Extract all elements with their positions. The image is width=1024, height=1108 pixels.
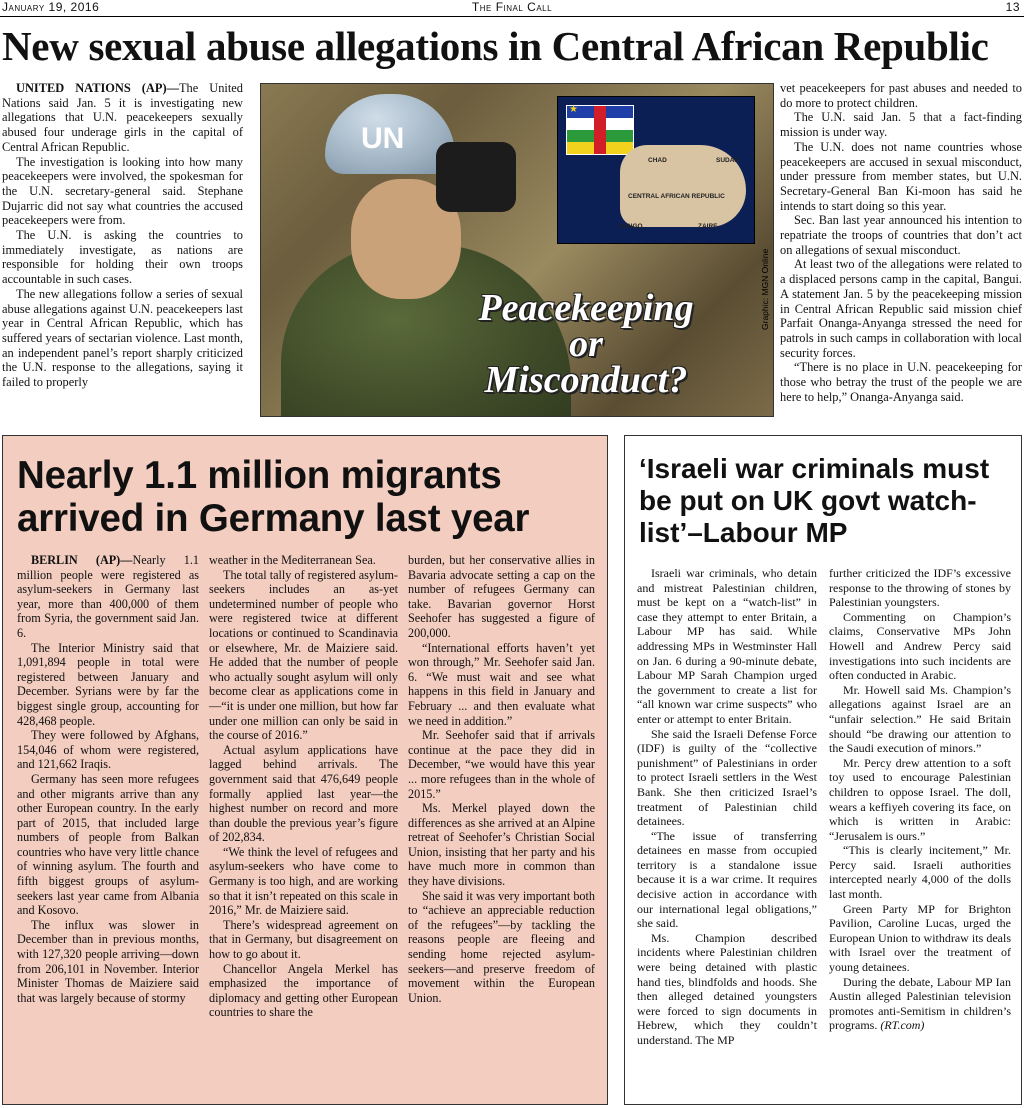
lead-column-2 xyxy=(780,81,1022,404)
map-label-congo: CONGO xyxy=(618,223,643,230)
lead-paragraph: The U.N. said Jan. 5 that a fact-finding mission is under way. xyxy=(780,110,1022,140)
lead-paragraph: The U.N. is asking the countries to immediately investigate, as nations are responsible for holding their own troops accountable in such cases. xyxy=(2,228,243,287)
germany-paragraph: The Interior Ministry said that 1,091,894 people in total were registered between January and December. Syrians were by far the biggest single group, accounting for 428,468 people. xyxy=(17,640,199,728)
germany-paragraph: Chancellor Angela Merkel has emphasized the importance of diplomacy and getting other European countries to share the xyxy=(209,961,398,1020)
israel-paragraph: “The issue of transferring detainees en masse from occupied territory is a standalone issue because it is a war crime. It requires decisive action in accordance with our international legal obligations,” she said. xyxy=(637,828,817,931)
israel-paragraph: She said the Israeli Defense Force (IDF) is guilty of the “collective punishment” of Palestinians in order to protect Israeli settlers in the West Bank. She then criticized Israel’s treatment of Palestinian child detainees. xyxy=(637,726,817,829)
germany-dateline: BERLIN (AP)— xyxy=(31,553,133,567)
lead-dateline: UNITED NATIONS (AP)— xyxy=(16,81,179,95)
israel-column-2 xyxy=(829,566,1011,1033)
germany-paragraph: weather in the Mediterranean Sea. xyxy=(209,553,376,567)
lead-paragraph: The investigation is looking into how many peacekeepers were involved, the spokesman for the U.N. secretary-general said. Stephane Dujarric did not say what countries the accused peacekeepers were from. xyxy=(2,154,243,228)
binoculars-icon xyxy=(436,142,516,212)
germany-paragraph: The total tally of registered asylum-seekers includes an as-yet undetermined number of people who were registered twice at different locations or continued to Scandinavia or elsewhere, Mr. de Maiziere said. He added that the number of people who actually sought asylum will only become clear as applications come in—“it is under one million, but how far under one million can only be said in the course of 2016.” xyxy=(209,567,398,743)
israel-paragraph: Ms. Champion described incidents where Palestinian children were being detained with plastic hand ties, blindfolds and hoods. She then alleged detained youngsters were forced to sign documents in Hebrew, which they couldn’t understand. The MP xyxy=(637,930,817,1047)
map-label-sudan: SUDAN xyxy=(716,157,740,164)
israel-column-1 xyxy=(637,566,817,1048)
israel-paragraph: Israeli war criminals, who detain and mistreat Palestinian children, must be kept on a “watch-list” in case they attempt to enter Britain, a Labour MP has said. While addressing MPs in Westminster Hall on Jan. 6 during a 90-minute debate, Labour MP Sarah Champion urged the government to create a list for “all known war crime suspects” who enter or attempt to enter Britain. xyxy=(637,566,817,726)
germany-column-3 xyxy=(408,553,595,1005)
lead-column-1 xyxy=(2,81,243,390)
issue-date: January 19, 2016 xyxy=(2,0,100,14)
germany-paragraph: Ms. Merkel played down the differences as she arrived at an Alpine retreat of Seehofer’s Christian Social Union, insisting that her party and his have much more in common than they have divisions. xyxy=(408,801,595,889)
paper-name: The Final Call xyxy=(471,0,553,14)
israel-headline: ‘Israeli war criminals must be put on UK govt watch-list’–Labour MP xyxy=(639,453,990,548)
israel-paragraph: Mr. Percy drew attention to a soft toy used to encourage Palestinian children to oppose Israel. The doll, wears a keffiyeh covering its face, on which is written in Arabic: “Jerusalem is ours.” xyxy=(829,755,1011,843)
page-number: 13 xyxy=(1005,0,1020,14)
germany-paragraph: BERLIN (AP)—Nearly 1.1 million people were registered as asylum-seekers in Germany last year, more than 400,000 of them from Syria, the government said Jan. 6. xyxy=(17,553,199,640)
germany-paragraph: They were followed by Afghans, 154,046 of whom were registered, and 121,662 Iraqis. xyxy=(17,728,199,772)
peacekeeping-graphic xyxy=(260,83,774,417)
germany-paragraph: The influx was slower in December than in previous months, with 127,320 people arriving—down from 206,101 in November. Interior Minister Thomas de Maiziere said that was largely because of stormy xyxy=(17,917,199,1005)
map-label-chad: CHAD xyxy=(648,157,667,164)
lead-paragraph: Sec. Ban last year announced his intention to repatriate the troops of countries that don’t act on allegations of sexual misconduct. xyxy=(780,213,1022,257)
map-label-zaire: ZAIRE xyxy=(698,223,718,230)
car-flag-icon: ★ xyxy=(566,105,634,155)
graphic-credit: Graphic: MGN Online xyxy=(760,248,770,330)
israel-paragraph: Mr. Howell said Ms. Champion’s allegations against Israel are an “unfair selection.” He said Britain should “be drawing our attention to the Saudi execution of minors.” xyxy=(829,682,1011,756)
germany-paragraph: Germany has seen more refugees and other migrants arrive than any other European country. In the early part of 2015, that included large numbers of people from Balkan countries who have very little chance of winning asylum. The fourth and fifth biggest groups of asylum-seekers last year came from Albania and Kosovo. xyxy=(17,771,199,918)
germany-column-2 xyxy=(209,553,398,1020)
lead-paragraph: “There is no place in U.N. peacekeeping for those who betray the trust of the people we are here to help,” Onanga-Anyanga said. xyxy=(780,360,1022,404)
israel-paragraph: Commenting on Champion’s claims, Conservative MPs John Howell and Andrew Percy said investigations into such incidents are often conducted in Arabic. xyxy=(829,609,1011,683)
lead-paragraph: At least two of the allegations were related to a displaced persons camp in the capital, Bangui. A statement Jan. 5 by the peacekeeping mission in Central African Republic said mission chief Parfait Onanga-Anyanga stressed the need for patrols in such camps in collaboration with local security forces. xyxy=(780,257,1022,360)
map-label-car: CENTRAL AFRICAN REPUBLIC xyxy=(628,193,725,200)
germany-headline: Nearly 1.1 million migrants arrived in Germany last year xyxy=(17,454,530,540)
israel-paragraph: Green Party MP for Brighton Pavilion, Caroline Lucas, urged the European Union to withdraw its deals with Israel over the treatment of young detainees. xyxy=(829,901,1011,975)
germany-paragraph: “International efforts haven’t yet won through,” Mr. Seehofer said Jan. 6. “We must wait and see what happens in this field in January and February ... and then evaluate what we need in addition.” xyxy=(408,640,595,728)
germany-paragraph: “We think the level of refugees and asylum-seekers who have come to Germany is too high, and are working so that it isn’t repeated on this scale in 2016,” Mr. de Maiziere said. xyxy=(209,844,398,918)
lead-headline: New sexual abuse allegations in Central African Republic xyxy=(2,23,989,69)
israel-paragraph: During the debate, Labour MP Ian Austin alleged Palestinian television promotes anti-Semitism in children’s programs. (RT.com) xyxy=(829,974,1011,1033)
graphic-overlay-text: Peacekeeping or Misconduct? xyxy=(478,287,694,401)
lead-paragraph: The new allegations follow a series of sexual abuse allegations against U.N. peacekeepers last year in Central African Republic, which has suffered years of sectarian violence. Last month, an independent panel’s report sharply criticized the U.N. response to the allegations, saying it failed to properly xyxy=(2,286,243,390)
israel-source: (RT.com) xyxy=(880,1018,925,1033)
lead-paragraph: UNITED NATIONS (AP)—The United Nations said Jan. 5 it is investigating new allegations that U.N. peacekeepers sexually abused four underage girls in the capital of Central African Republic. xyxy=(2,81,243,154)
germany-paragraph: Mr. Seehofer said that if arrivals continue at the pace they did in December, “we would have this year ... more refugees than in the whole of 2015.” xyxy=(408,728,595,801)
germany-paragraph: Actual asylum applications have lagged behind arrivals. The government said that 476,649 people formally applied last year—the highest number on record and more than double the previous year’s figure of 202,834. xyxy=(209,742,398,845)
lead-paragraph: The U.N. does not name countries whose peacekeepers are accused in sexual misconduct, under pressure from member states, but U.N. Secretary-General Ban Ki-moon has said he intends to start doing so this year. xyxy=(780,139,1022,213)
israel-paragraph: “This is clearly incitement,” Mr. Percy said. Israeli authorities intercepted nearly 4,000 of the dolls last month. xyxy=(829,843,1011,902)
germany-paragraph: She said it was very important both to “achieve an appreciable reduction of the refugees”—by tackling the reasons people are fleeing and sending home rejected asylum-seekers—and preserve freedom of movement within the European Union. xyxy=(408,888,595,1005)
germany-story-box xyxy=(2,435,608,1105)
israel-paragraph: further criticized the IDF’s excessive response to the throwing of stones by Palestinian youngsters. xyxy=(829,566,1011,610)
germany-paragraph: There’s widespread agreement on that in Germany, but disagreement on how to go about it. xyxy=(209,917,398,962)
israel-story-box xyxy=(624,435,1022,1105)
lead-paragraph: vet peacekeepers for past abuses and needed to do more to protect children. xyxy=(780,81,1022,110)
germany-paragraph: burden, but her conservative allies in Bavaria advocate setting a cap on the number of refugees Germany can take. Bavarian governor Horst Seehofer has suggested a figure of 200,000. xyxy=(408,553,595,640)
helmet-text: UN xyxy=(361,122,405,155)
car-map xyxy=(557,96,755,244)
germany-column-1 xyxy=(17,553,199,1005)
running-header xyxy=(0,0,1024,17)
